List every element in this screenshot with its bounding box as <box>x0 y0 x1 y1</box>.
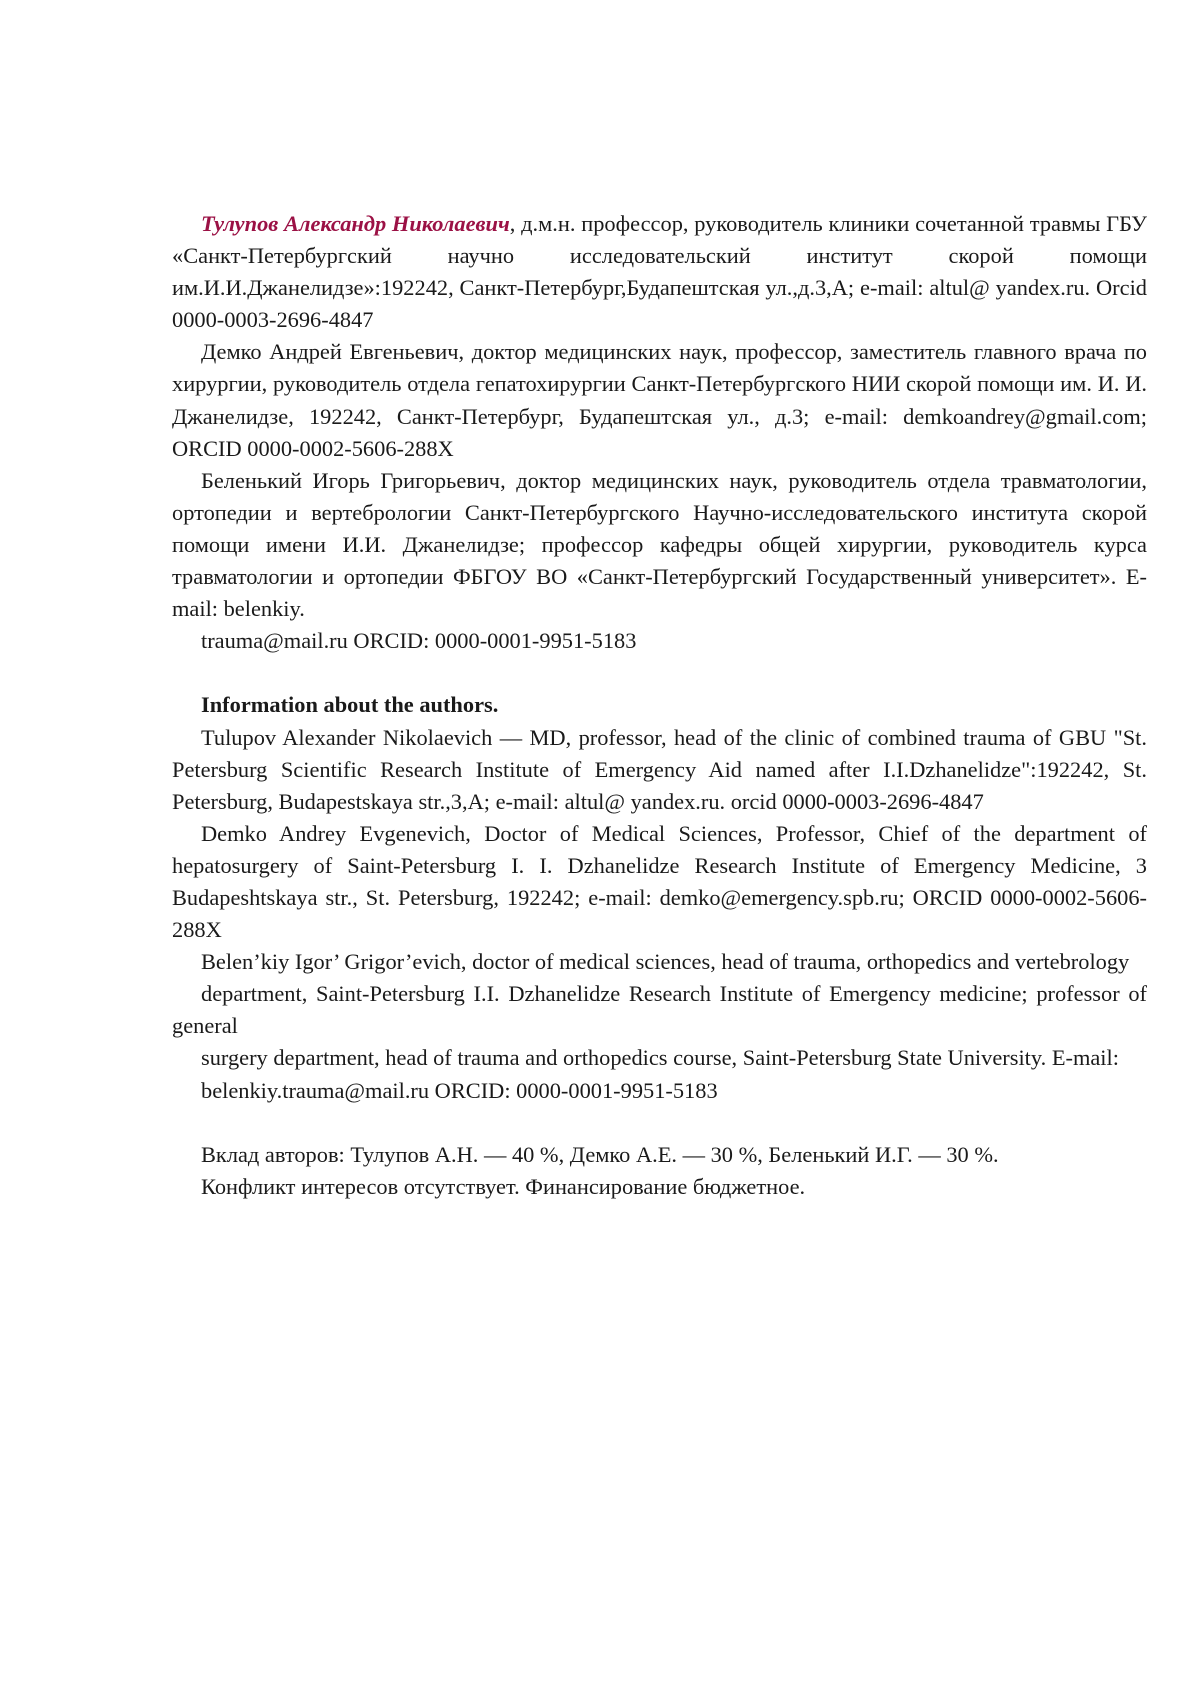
author-belenkiy-en-line2: department, Saint-Petersburg I.I. Dzhanelidze Research Institute of Emergency medicine; professor of general <box>172 981 1147 1039</box>
author-belenkiy-en-line3: surgery department, head of trauma and orthopedics course, Saint-Petersburg State University. E-mail: <box>201 1045 1119 1071</box>
author-belenkiy-en-email: belenkiy.trauma@mail.ru ORCID: 0000-0001-9951-5183 <box>201 1077 718 1103</box>
author-tulupov-ru-details: , д.м.н. профессор, руководитель клиники сочетанной травмы ГБУ «Санкт-Петербургский научно исследовательский институт скорой помощи им.И.И.Джанелидзе»:192242, Санкт-Петербург,Будапештская ул.,д.3,А; e-mail: altul@ yandex.ru. Orcid 0000-0003-2696-4847 <box>172 211 1147 333</box>
author-belenkiy-en-line1: Belen’kiy Igor’ Grigor’evich, doctor of medical sciences, head of trauma, orthopedics and vertebrology <box>201 949 1130 975</box>
author-demko-ru: Демко Андрей Евгеньевич, доктор медицинских наук, профессор, заместитель главного врача по хирургии, руководитель отдела гепатохирургии Санкт-Петербургского НИИ скорой помощи им. И. И. Джанелидзе, 192242, Санкт-Петербург, Будапештская ул., д.3; e-mail: demkoandrey@gmail.com; ORCID 0000-0002-5606-288X <box>172 339 1147 461</box>
spacer <box>172 657 1147 689</box>
document-page <box>172 208 1147 1203</box>
author-tulupov-ru <box>172 208 1147 336</box>
section-heading-en: Information about the authors. <box>201 692 499 718</box>
spacer <box>172 1107 1147 1139</box>
author-tulupov-en: Tulupov Alexander Nikolaevich — MD, professor, head of the clinic of combined trauma of GBU "St. Petersburg Scientific Research Institute of Emergency Aid named after I.I.Dzhanelidze":192242, St. Petersburg, Budapestskaya str.,3,A; e-mail: altul@ yandex.ru. orcid 0000-0003-2696-4847 <box>172 724 1147 814</box>
author-demko-en: Demko Andrey Evgenevich, Doctor of Medical Sciences, Professor, Chief of the department of hepatosurgery of Saint-Petersburg I. I. Dzhanelidze Research Institute of Emergency Medicine, 3 Budapeshtskaya str., St. Petersburg, 192242; e-mail: demko@emergency.spb.ru; ORCID 0000-0002-5606-288X <box>172 820 1147 943</box>
author-belenkiy-ru: Беленький Игорь Григорьевич, доктор медицинских наук, руководитель отдела травматологии, ортопедии и вертебрологии Санкт-Петербургского Научно-исследовательского института скорой помощи имени И.И. Джанелидзе; профессор кафедры общей хирургии, руководитель курса травматологии и ортопедии ФБГОУ ВО «Санкт-Петербургский Государственный университет». E-mail: belenkiy. <box>172 467 1147 622</box>
conflict-of-interest: Конфликт интересов отсутствует. Финансирование бюджетное. <box>201 1173 806 1199</box>
author-contribution: Вклад авторов: Тулупов А.Н. — 40 %, Демко А.Е. — 30 %, Беленький И.Г. — 30 %. <box>201 1141 999 1167</box>
author-belenkiy-ru-email: trauma@mail.ru ORCID: 0000-0001-9951-5183 <box>201 628 637 654</box>
author-name-highlight: Тулупов Александр Николаевич <box>201 211 510 236</box>
